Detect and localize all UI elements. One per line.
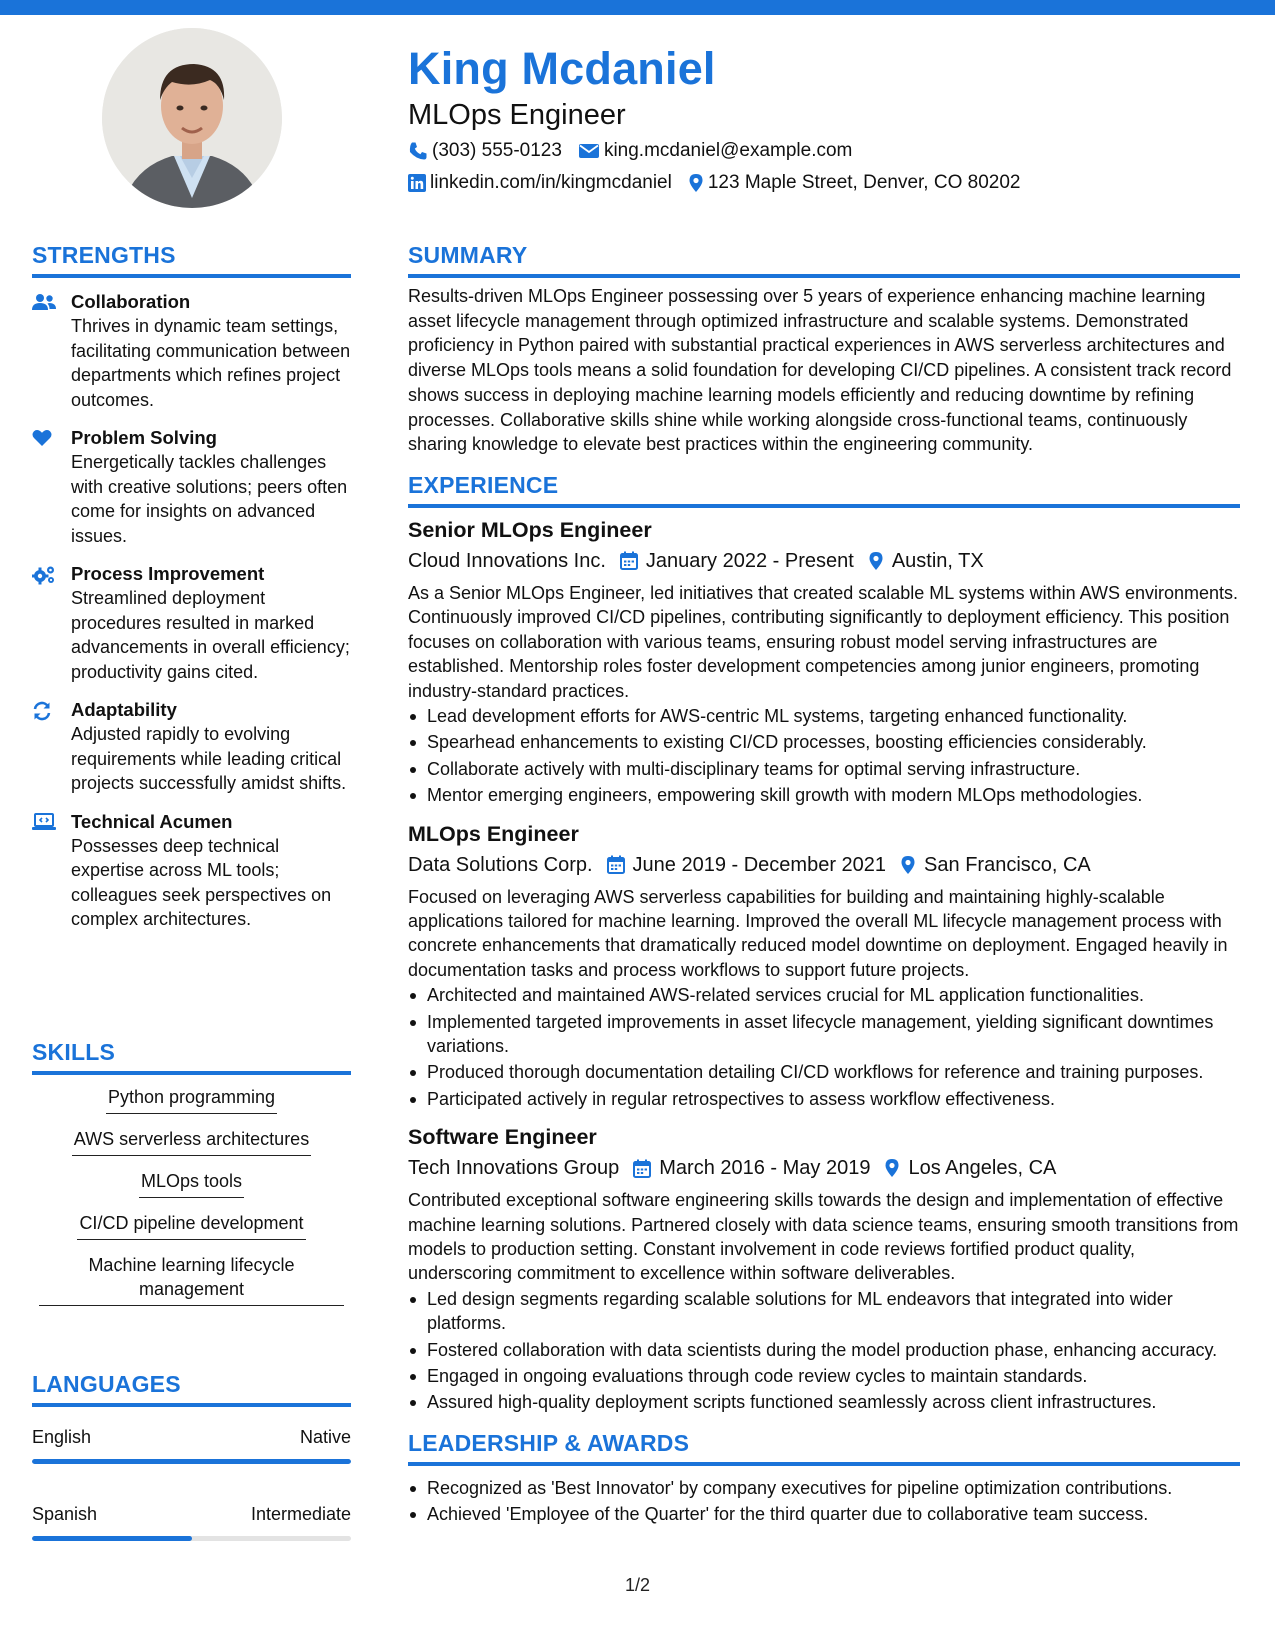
strengths-heading: STRENGTHS bbox=[32, 242, 176, 268]
language-name: English bbox=[32, 1427, 92, 1447]
strength-desc: Adjusted rapidly to evolving requirements while leading critical projects successfully amidst shifts. bbox=[71, 724, 347, 793]
awards-list bbox=[408, 1476, 1240, 1527]
language-level: Intermediate bbox=[250, 1504, 351, 1524]
job-meta bbox=[408, 1154, 1240, 1182]
job-dates: June 2019 - December 2021 bbox=[632, 853, 887, 876]
list-item: Achieved 'Employee of the Quarter' for the third quarter due to collaborative team success. bbox=[408, 1502, 1240, 1526]
job-bullets bbox=[408, 983, 1240, 1111]
list-item: Architected and maintained AWS-related services crucial for ML application functionalities. bbox=[408, 983, 1240, 1007]
experience-section bbox=[408, 471, 1240, 1415]
strength-item bbox=[32, 290, 351, 412]
phone-contact[interactable] bbox=[408, 140, 562, 162]
language-item bbox=[32, 1502, 351, 1541]
list-item: Fostered collaboration with data scientists during the model production phase, enhancing accuracy. bbox=[408, 1338, 1240, 1362]
experience-heading: EXPERIENCE bbox=[408, 471, 559, 498]
strengths-section bbox=[32, 241, 351, 946]
job-dates: March 2016 - May 2019 bbox=[659, 1157, 871, 1180]
strength-item bbox=[32, 562, 351, 684]
awards-section bbox=[408, 1429, 1240, 1527]
section-divider bbox=[32, 274, 351, 278]
language-proficiency-bar bbox=[32, 1536, 351, 1541]
list-item: Implemented targeted improvements in asset lifecycle management, yielding significant downtimes variations. bbox=[408, 1010, 1240, 1059]
summary-text: Results-driven MLOps Engineer possessing over 5 years of experience enhancing machine learning asset lifecycle management through optimized infrastructure and scalable systems. Demonstrated proficiency in Python paired with substantial practical experiences in AWS serverless architectures and diverse MLOps tools means a solid foundation for developing CI/CD pipelines. A consistent track record shows success in deploying machine learning models efficiently and reducing downtime by refining processes. Collaborative skills shine while working alongside cross-functional teams, continuously sharing knowledge to elevate best practices within the engineering community. bbox=[408, 286, 1232, 455]
skill-item: MLOps tools bbox=[139, 1169, 244, 1198]
job-description: Contributed exceptional software engineering skills towards the design and implementation of effective machine learning solutions. Partnered closely with data science teams, ensuring smooth transitions from models to production setting. Constant involvement in code reviews fortified product quality, underscoring commitment to excellence within software deliverables. bbox=[408, 1190, 1239, 1284]
company-name: Data Solutions Corp. bbox=[408, 853, 593, 876]
section-divider bbox=[408, 504, 1240, 508]
contact-row-2 bbox=[408, 170, 1248, 196]
strength-desc: Possesses deep technical expertise across ML tools; colleagues seek perspectives on complex architectures. bbox=[71, 835, 332, 929]
language-proficiency-fill bbox=[32, 1459, 351, 1464]
list-item: Lead development efforts for AWS-centric ML systems, targeting enhanced functionality. bbox=[408, 704, 1240, 728]
summary-section bbox=[408, 241, 1240, 457]
users-icon bbox=[32, 293, 56, 311]
section-divider bbox=[408, 1462, 1240, 1466]
strength-title: Adaptability bbox=[71, 699, 177, 720]
skill-item: AWS serverless architectures bbox=[72, 1127, 311, 1156]
email-text: king.mcdaniel@example.com bbox=[603, 140, 853, 161]
language-item bbox=[32, 1425, 351, 1464]
candidate-name: King Mcdaniel bbox=[408, 43, 716, 94]
section-divider bbox=[32, 1403, 351, 1407]
address-contact bbox=[688, 172, 1021, 194]
list-item: Recognized as 'Best Innovator' by company executives for pipeline optimization contributions. bbox=[408, 1476, 1240, 1500]
envelope-icon bbox=[578, 142, 600, 160]
strength-desc: Thrives in dynamic team settings, facilitating communication between departments which refines project outcomes. bbox=[71, 316, 351, 410]
job-entry bbox=[408, 516, 1240, 808]
job-meta bbox=[408, 547, 1240, 575]
phone-icon bbox=[408, 141, 428, 161]
calendar-icon bbox=[620, 551, 638, 570]
company-name: Cloud Innovations Inc. bbox=[408, 549, 606, 572]
address-text: 123 Maple Street, Denver, CO 80202 bbox=[707, 172, 1021, 193]
calendar-icon bbox=[607, 855, 625, 874]
job-location: San Francisco, CA bbox=[924, 853, 1091, 876]
resume-header bbox=[408, 40, 1248, 196]
top-accent-bar bbox=[0, 0, 1275, 15]
company-name: Tech Innovations Group bbox=[408, 1157, 620, 1180]
languages-heading: LANGUAGES bbox=[32, 1371, 181, 1397]
laptop-code-icon bbox=[32, 813, 56, 831]
list-item: Engaged in ongoing evaluations through code review cycles to maintain standards. bbox=[408, 1364, 1240, 1388]
strength-title: Process Improvement bbox=[71, 563, 265, 584]
strength-title: Problem Solving bbox=[71, 427, 217, 448]
map-pin-icon bbox=[688, 173, 704, 193]
list-item: Collaborate actively with multi-disciplinary teams for optimal serving infrastructure. bbox=[408, 757, 1240, 781]
summary-heading: SUMMARY bbox=[408, 242, 528, 268]
job-title: Software Engineer bbox=[408, 1125, 597, 1150]
phone-text: (303) 555-0123 bbox=[432, 140, 562, 161]
candidate-title: MLOps Engineer bbox=[408, 99, 626, 131]
skill-item: Machine learning lifecycle management bbox=[39, 1253, 344, 1306]
job-title: MLOps Engineer bbox=[408, 821, 579, 846]
strength-desc: Energetically tackles challenges with creative solutions; peers often come for insights on advanced issues. bbox=[71, 452, 348, 546]
strength-title: Collaboration bbox=[71, 291, 191, 312]
list-item: Led design segments regarding scalable solutions for ML endeavors that integrated into wider platforms. bbox=[408, 1287, 1240, 1336]
linkedin-text: linkedin.com/in/kingmcdaniel bbox=[430, 172, 672, 193]
sync-icon bbox=[32, 701, 52, 721]
list-item: Assured high-quality deployment scripts functioned seamlessly across client infrastructures. bbox=[408, 1390, 1240, 1414]
map-pin-icon bbox=[900, 855, 916, 875]
list-item: Mentor emerging engineers, empowering skill growth with modern MLOps methodologies. bbox=[408, 783, 1240, 807]
job-description: As a Senior MLOps Engineer, led initiatives that created scalable ML systems within AWS environments. Continuously improved CI/CD pipelines, contributing significantly to deployment efficiency. This position focuses on collaboration with various teams, ensuring robust model serving infrastructures are established. Mentorship roles foster development competencies among junior engineers, promoting industry-standard practices. bbox=[408, 582, 1239, 701]
gears-icon bbox=[32, 565, 56, 585]
linkedin-icon bbox=[408, 174, 426, 192]
email-contact[interactable] bbox=[578, 140, 852, 162]
page-number: 1/2 bbox=[624, 1575, 651, 1595]
language-level: Native bbox=[299, 1427, 351, 1447]
section-divider bbox=[408, 274, 1240, 278]
skills-heading: SKILLS bbox=[32, 1039, 115, 1065]
job-entry bbox=[408, 1123, 1240, 1415]
section-divider bbox=[32, 1071, 351, 1075]
strength-title: Technical Acumen bbox=[71, 810, 233, 832]
language-proficiency-fill bbox=[32, 1536, 192, 1541]
job-description: Focused on leveraging AWS serverless capabilities for building and maintaining highly-scalable applications tailored for machine learning. Improved the overall ML lifecycle management process with concrete enhancements that dramatically reduced model downtime on deployment. Engaged heavily in documentation tasks and process workflows to support future projects. bbox=[408, 886, 1228, 980]
job-location: Los Angeles, CA bbox=[908, 1157, 1057, 1180]
list-item: Produced thorough documentation detailing CI/CD workflows for reference and training purposes. bbox=[408, 1060, 1240, 1084]
strength-item bbox=[32, 426, 351, 548]
heart-icon bbox=[32, 429, 52, 447]
skill-item: CI/CD pipeline development bbox=[77, 1211, 305, 1240]
skill-item: Python programming bbox=[106, 1085, 277, 1114]
language-name: Spanish bbox=[32, 1504, 98, 1524]
calendar-icon bbox=[633, 1159, 651, 1178]
skills-section bbox=[32, 1038, 351, 1319]
map-pin-icon bbox=[868, 551, 884, 571]
strength-item bbox=[32, 698, 351, 796]
job-title: Senior MLOps Engineer bbox=[408, 517, 652, 542]
strength-desc: Streamlined deployment procedures resulted in marked advancements in overall efficiency; productivity gains cited. bbox=[71, 588, 350, 682]
profile-photo bbox=[102, 28, 282, 208]
job-meta bbox=[408, 851, 1240, 879]
job-bullets bbox=[408, 704, 1240, 808]
job-dates: January 2022 - Present bbox=[645, 549, 854, 572]
contact-row-1 bbox=[408, 138, 1248, 164]
linkedin-contact[interactable] bbox=[408, 172, 672, 194]
job-entry bbox=[408, 820, 1240, 1112]
main-column bbox=[408, 241, 1240, 1529]
list-item: Spearhead enhancements to existing CI/CD processes, boosting efficiencies considerably. bbox=[408, 730, 1240, 754]
job-location: Austin, TX bbox=[891, 549, 984, 572]
languages-section bbox=[32, 1370, 351, 1541]
avatar bbox=[102, 28, 282, 208]
awards-heading: LEADERSHIP & AWARDS bbox=[408, 1429, 690, 1456]
map-pin-icon bbox=[884, 1158, 900, 1178]
list-item: Participated actively in regular retrospectives to assess workflow effectiveness. bbox=[408, 1087, 1240, 1111]
language-proficiency-bar bbox=[32, 1459, 351, 1464]
strength-item bbox=[32, 810, 351, 932]
job-bullets bbox=[408, 1287, 1240, 1415]
